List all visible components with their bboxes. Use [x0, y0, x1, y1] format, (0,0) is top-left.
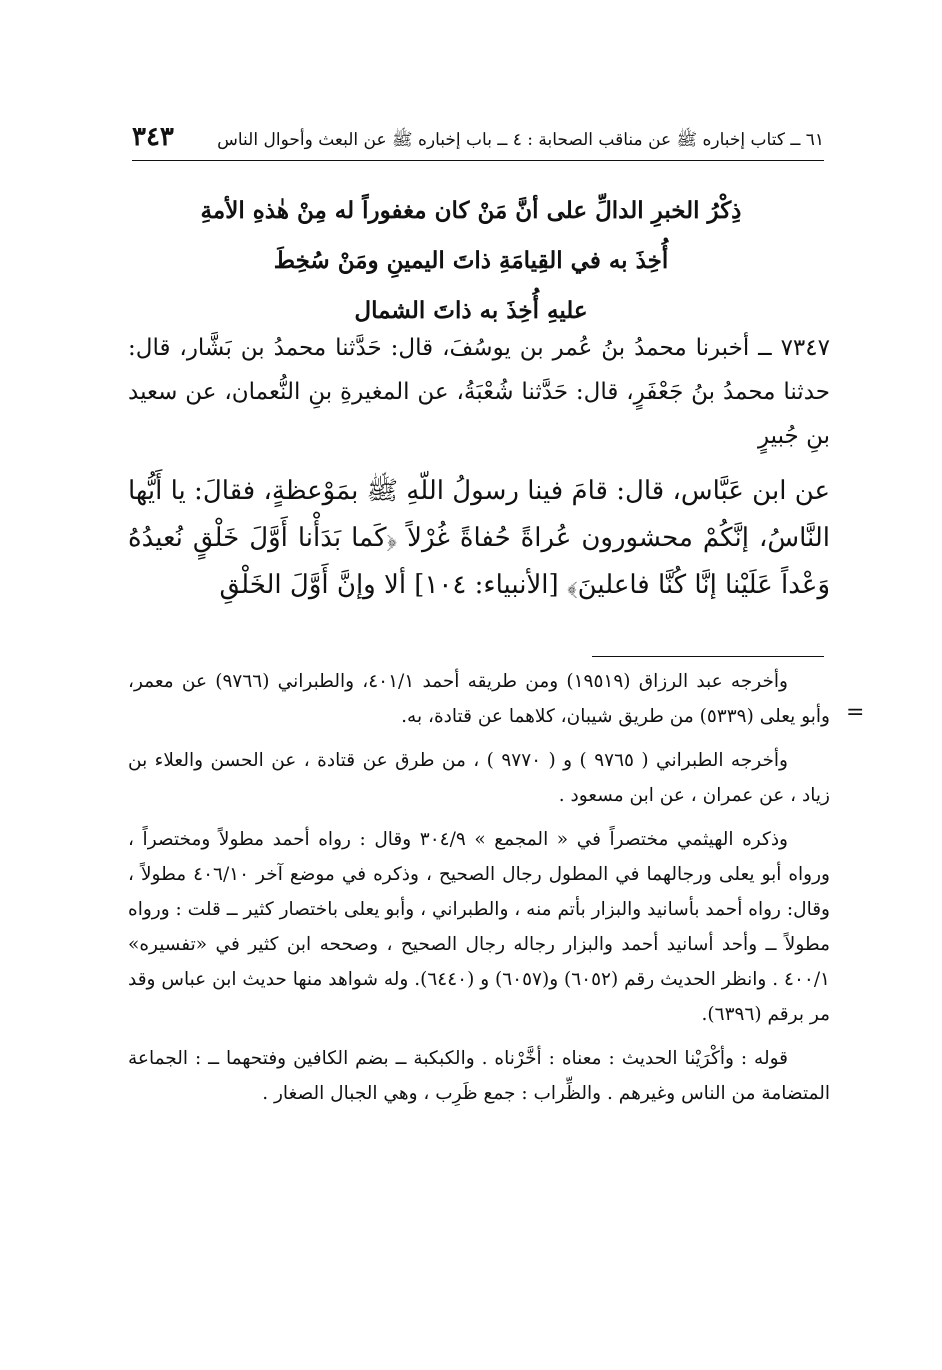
footnote-paragraph: وأخرجه الطبراني ( ٩٧٦٥ ) و ( ٩٧٧٠ ) ، من طرق عن قتادة ، عن الحسن والعلاء بن زياد ، عن عمران ، عن ابن مسعود . — [128, 750, 830, 806]
running-head — [132, 122, 824, 161]
chapter-heading — [140, 186, 802, 336]
heading-line-2: أُخِذَ به في القِيامَةِ ذاتَ اليمينِ ومَنْ سُخِطَ — [273, 247, 669, 274]
footnote-separator — [592, 656, 824, 657]
footnote-paragraph: وأخرجه عبد الرزاق (١٩٥١٩) ومن طريقه أحمد ٤٠١/١، والطبراني (٩٧٦٦) عن معمر، وأبو يعلى (٥٣٣٩) من طريق شيبان، كلاهما عن قتادة، به. — [128, 671, 830, 727]
page-number: ٣٤٣ — [132, 122, 174, 152]
footnote-paragraph: وذكره الهيثمي مختصراً في « المجمع » ٣٠٤/٩ وقال : رواه أحمد مطولاً ومختصراً ، ورواه أبو يعلى ورجالهما في المطول رجال الصحيح ، وذكره في موضع آخر ٤٠٦/١٠ مطولاً ، وقال: رواه أحمد بأسانيد والبزار بأتم منه ، والطبراني ، وأبو يعلى باختصار كثير ــ قلت : ورواه مطولاً ــ وأحد أسانيد أحمد والبزار رجاله رجال الصحيح ، وصححه ابن كثير في «تفسيره» ٤٠٠/١ . وانظر الحديث رقم (٦٠٥٢) و(٦٠٥٧) و (٦٤٤٠). وله شواهد منها حديث ابن عباس وقد مر برقم (٦٣٩٦). — [128, 829, 830, 1025]
running-head-title: ٦١ ــ كتاب إخباره ﷺ عن مناقب الصحابة : ٤ ــ باب إخباره ﷺ عن البعث وأحوال الناس — [217, 130, 824, 150]
hadith-matn: عن ابن عَبَّاس، قال: قامَ فينا رسولُ اللّهِ ﷺ بمَوْعظةٍ، فقالَ: يا أَيُّها النَّاسُ، إنَّكُمْ محشورون عُراةً حُفاةً غُرْلاً ﴿كَما بَدَأْنا أَوَّلَ خَلْقٍ نُعيدُهُ وَعْداً عَلَيْنا إنَّا كُنَّا فاعلينَ﴾ [الأنبياء: ١٠٤] ألا وإنَّ أَوَّلَ الخَلْقِ — [128, 476, 830, 600]
continuation-mark: = — [846, 700, 865, 725]
heading-line-3: عليهِ أُخِذَ به ذاتَ الشمال — [354, 297, 588, 324]
footnote-paragraph: قوله : وأكْرَيْنا الحديث : معناه : أخَّرْناه . والكبكبة ــ بضم الكافين وفتحهما ــ : الجماعة المتضامة من الناس وغيرهم . والظِّراب : جمع ظَرِب ، وهي الجبال الصغار . — [128, 1048, 830, 1104]
hadith-isnad: ٧٣٤٧ ــ أخبرنا محمدُ بنُ عُمر بن يوسُفَ، قال: حَدَّثنا محمدُ بن بَشَّار، قال: حدثنا محمدُ بنُ جَعْفَرٍ، قال: حَدَّثنا شُعْبَةُ، عن المغيرةِ بنِ النُّعمان، عن سعيد بنِ جُبيرٍ — [128, 335, 830, 449]
footnotes — [128, 664, 830, 1120]
heading-line-1: ذِكْرُ الخبرِ الدالِّ على أنَّ مَنْ كان مغفوراً له مِنْ هٰذهِ الأمةِ — [200, 197, 742, 224]
